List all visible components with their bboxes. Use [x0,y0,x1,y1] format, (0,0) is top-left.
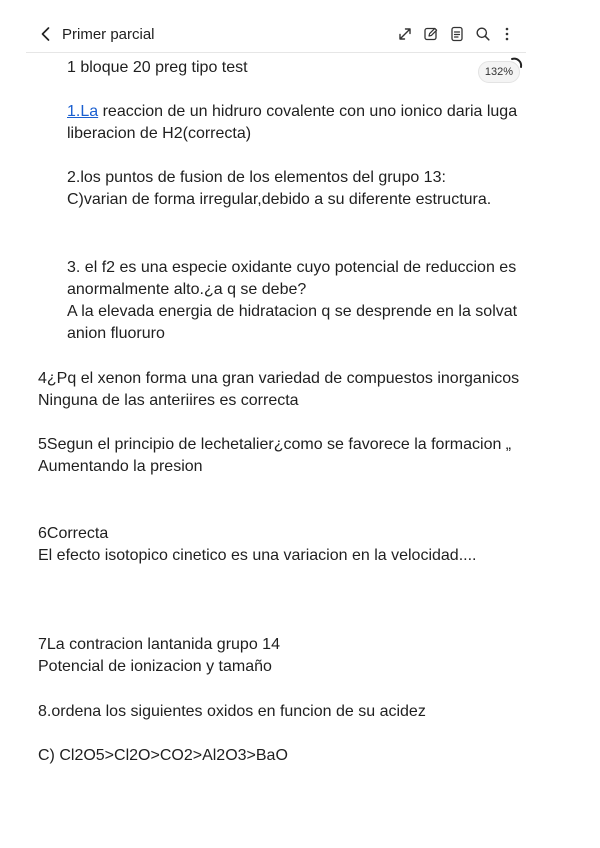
note-line: 7La contracion lantanida grupo 14 [38,636,280,653]
note-line: Potencial de ionizacion y tamaño [38,658,272,675]
zoom-level-badge[interactable]: 132% [478,61,520,83]
page-title: Primer parcial [62,26,155,43]
note-line: 4¿Pq el xenon forma una gran variedad de compuestos inorganicos [38,370,520,387]
note-line: El efecto isotopico cinetico es una variacion en la velocidad.... [38,547,477,564]
note-line: anormalmente alto.¿a q se debe? [67,281,307,298]
note-line: 2.los puntos de fusion de los elementos del grupo 13: [67,169,446,186]
note-line: 6Correcta [38,525,109,542]
note-line: 1 bloque 20 preg tipo test [67,59,248,76]
note-line: Ninguna de las anteriires es correcta [38,392,299,409]
note-line: A la elevada energia de hidratacion q se desprende en la solvat [67,303,518,320]
zoom-indicator-icon [504,56,524,76]
note-line: C) Cl2O5>Cl2O>CO2>Al2O3>BaO [38,747,288,764]
note-line: anion fluoruro [67,325,165,342]
note-line: 8.ordena los siguientes oxidos en funcion de su acidez [38,703,426,720]
note-line: liberacion de H2(correcta) [67,125,252,142]
note-line-text: reaccion de un hidruro covalente con uno ionico daria luga [98,103,518,120]
note-line: Aumentando la presion [38,458,203,475]
note-line [67,102,517,122]
note-line: C)varian de forma irregular,debido a su diferente estructura. [67,191,492,208]
note-line: 5Segun el principio de lechetalier¿como se favorece la formacion „ [38,436,512,453]
note-link[interactable]: 1.La [67,103,99,120]
note-line: 3. el f2 es una especie oxidante cuyo potencial de reduccion es [67,259,517,276]
